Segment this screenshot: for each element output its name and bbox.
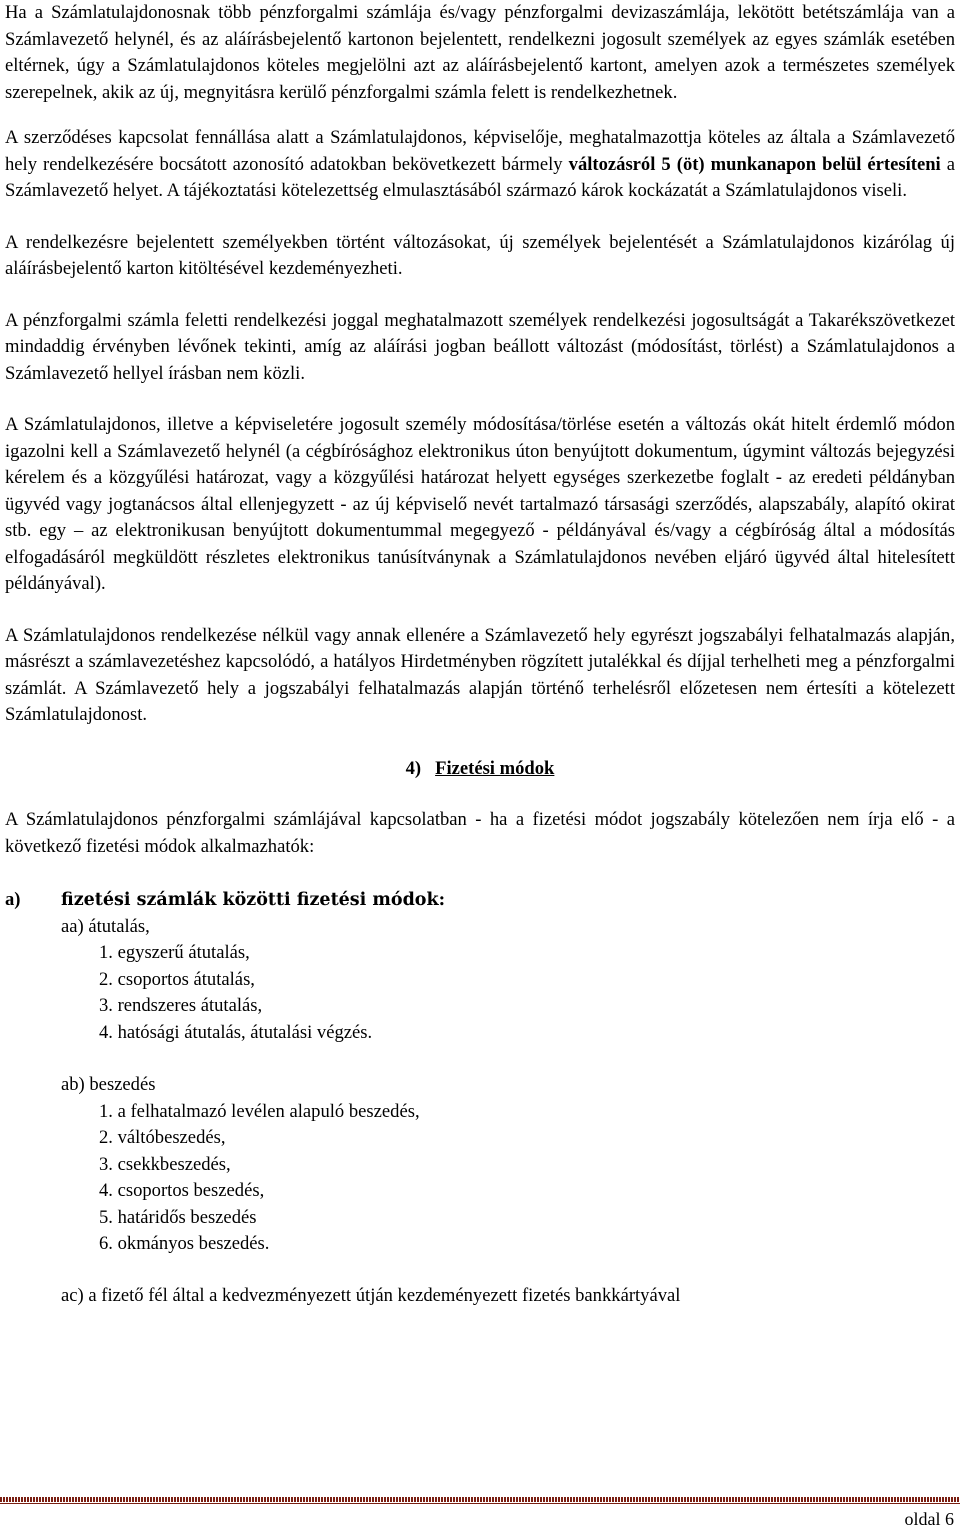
p2-text-b: a Számlavezető helyet. A tájékoztatási kötelezettség elmulasztásából származó károk kockázatát a Számlatulajdonos viseli.: [5, 153, 955, 201]
list-item: 6. okmányos beszedés.: [99, 1233, 270, 1254]
paragraph-debit-without-order: A Számlatulajdonos rendelkezése nélkül vagy annak ellenére a Számlavezető hely egyrészt jogszabályi felhatalmazás alapján, másrészt a számlavezetéshez kapcsolódó, a hatályos Hirdetményben rögzített jutalékkal és díjjal terhelheti meg a pénzforgalmi számlát. A Számlavezető hely a jogszabályi felhatalmazás alapján történő terhelésről előzetesen nem értesíti a kötelezett Számlatulajdonost.: [5, 624, 955, 725]
list-item: 3. rendszeres átutalás,: [99, 995, 263, 1016]
section-number: 4): [405, 757, 422, 779]
document-page: [5, 0, 955, 1309]
paragraph-authorization-validity: A pénzforgalmi számla feletti rendelkezési joggal meghatalmazott személyek rendelkezési jogosultságát a Takarékszövetkezet mindaddig érvényben lévőnek tekinti, amíg az aláírási jogban beállott változást (módosítást, törlést) a Számlatulajdonos a Számlavezető hellyel írásban nem közli.: [5, 309, 955, 384]
list-item: 1. egyszerű átutalás,: [99, 942, 250, 963]
list-item: 1. a felhatalmazó levélen alapuló beszedés,: [99, 1100, 420, 1122]
paragraph-data-change-notice: [5, 125, 955, 205]
page-number: oldal 6: [904, 1509, 954, 1529]
section-heading: [5, 756, 955, 783]
p2-bold-deadline: változásról 5 (öt) munkanapon belül értesíteni: [568, 153, 941, 175]
paragraph-representative-change: A Számlatulajdonos, illetve a képviseletére jogosult személy módosítása/törlése esetén a változás okát hitelt érdemlő módon igazolni kell a Számlavezető helynél (a cégbírósághoz elektronikus úton benyújtott dokumentum, úgymint változás bejegyzési kérelem és a közgyűlési határozat, vagy a közgyűlési határozat helyett egységes szerkezetbe foglalt - az eredeti példányban ügyvéd vagy jogtanácsos által ellenjegyzett - az új képviselő nevét tartalmazó társasági szerződés, alapszabály, alapító okirat stb. egy – az elektronikusan benyújtott dokumentummal megegyező - példányával és/vagy a cégbíróság által a módosítás elfogadásáról megküldött részletes elektronikus tanúsítványnak a Számlatulajdonos nevében eljáró ügyvéd által hitelesített példányával).: [5, 414, 955, 594]
footer-rule: [0, 1497, 960, 1502]
sublist-aa-label: aa) átutalás,: [61, 915, 150, 937]
sublist-ab-label: ab) beszedés: [61, 1074, 156, 1095]
list-item: 4. csoportos beszedés,: [99, 1180, 265, 1201]
list-item: 2. váltóbeszedés,: [99, 1127, 226, 1148]
p2-text-a: A szerződéses kapcsolat fennállása alatt a Számlatulajdonos, képviselője, meghatalmazottja köteles az általa a Számlavezető hely rendelkezésére bocsátott azonosító adatokban bekövetkezett bármely: [5, 127, 955, 175]
list-item: 5. határidős beszedés: [99, 1206, 257, 1228]
spacer: [5, 1046, 955, 1072]
paragraph-multiple-accounts: Ha a Számlatulajdonosnak több pénzforgalmi számlája és/vagy pénzforgalmi devizaszámlája, lekötött betétszámlája van a Számlavezető helynél, és az aláírásbejelentő kartonon bejelentett, rendelkezni jogosult személyek az egyes számlák esetében eltérnek, úgy a Számlatulajdonos köteles megjelölni azt az aláírásbejelentő kartont, amelyen azok a természetes személyek szerepelnek, akik az új, megnyitásra kerülő pénzforgalmi számla felett is rendelkezhetnek.: [5, 2, 955, 103]
paragraph-payment-methods-intro: A Számlatulajdonos pénzforgalmi számlájával kapcsolatban - ha a fizetési módot jogszabály kötelezően nem írja elő - a következő fizetési módok alkalmazhatók:: [5, 809, 955, 857]
sublist-ab-items: [5, 1099, 955, 1258]
footer-rule-line: [0, 1503, 960, 1504]
paragraph-person-changes: A rendelkezésre bejelentett személyekben történt változásokat, új személyek bejelentését a Számlatulajdonos kizárólag új aláírásbejelentő karton kitöltésével kezdeményezheti.: [5, 231, 955, 279]
list-item: 4. hatósági átutalás, átutalási végzés.: [99, 1021, 373, 1043]
sublist-aa-items: [5, 940, 955, 1046]
section-title: Fizetési módok: [435, 757, 555, 779]
list-a-heading: fizetési számlák közötti fizetési módok:: [61, 890, 446, 910]
sublist-ac-label: ac) a fizető fél által a kedvezményezett útján kezdeményezett fizetés bankkártyával: [61, 1284, 681, 1306]
list-item: 2. csoportos átutalás,: [99, 968, 255, 990]
list-item: 3. csekkbeszedés,: [99, 1153, 231, 1175]
list-marker-a: a): [5, 889, 21, 910]
payment-methods-list: [5, 887, 955, 1309]
